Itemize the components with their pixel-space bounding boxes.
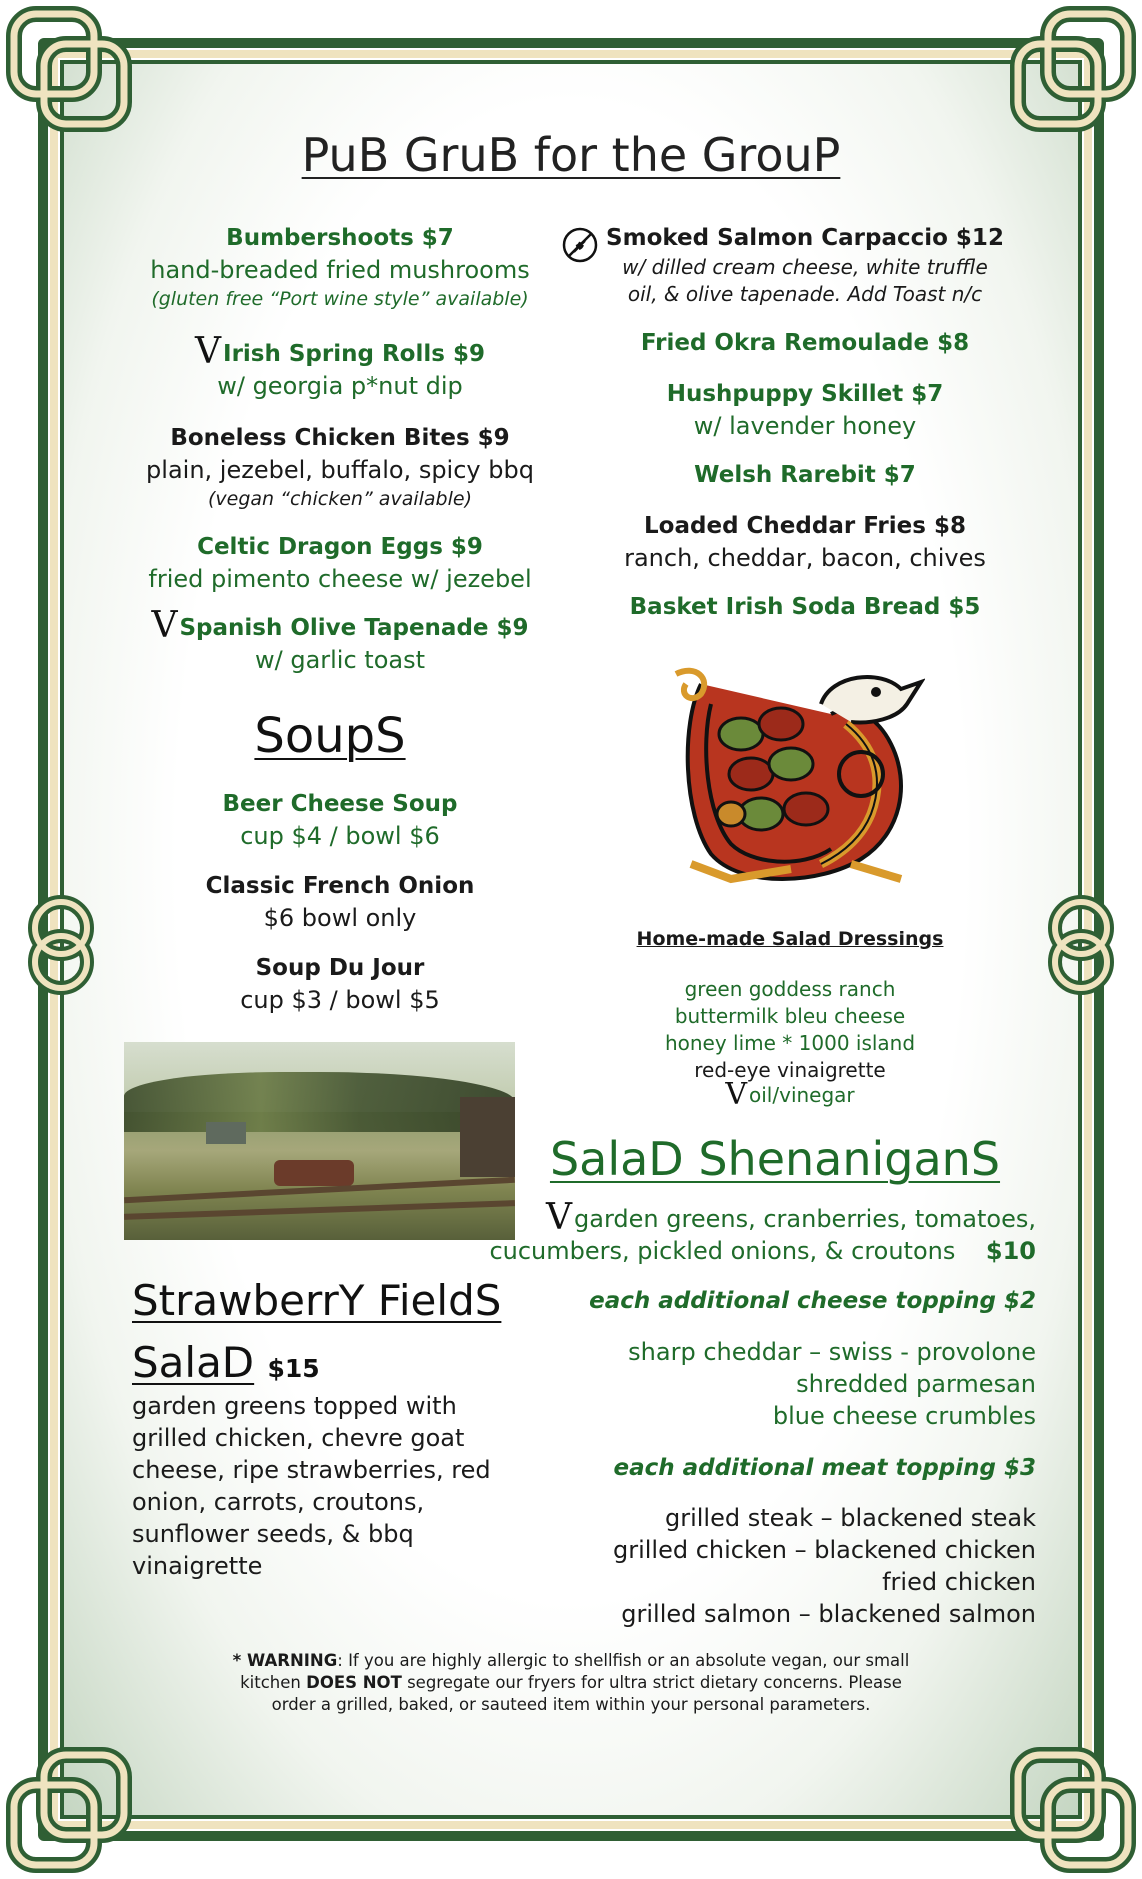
dressing-item-label: oil/vinegar <box>749 1083 855 1107</box>
item-name: Spanish Olive Tapenade $9 <box>179 615 529 641</box>
strawberry-title-line: StrawberrY FieldS <box>132 1276 502 1325</box>
cheese-topping-heading: each additional cheese topping $2 <box>589 1288 1036 1314</box>
item-name: Welsh Rarebit $7 <box>694 462 916 488</box>
menu-item-welsh-rarebit <box>600 459 1010 491</box>
dressings-heading: Home-made Salad Dressings <box>636 928 944 950</box>
topping-item: grilled chicken – blackened chicken <box>612 1536 1036 1564</box>
dressing-item: red-eye vinaigrette <box>694 1058 886 1082</box>
strawberry-salad-description: garden greens topped with grilled chicken, chevre goat cheese, ripe strawberries, red onion, carrots, croutons, sunflower seeds, & bbq vinaigrette <box>132 1392 491 1580</box>
menu-item-irish-soda-bread <box>600 591 1010 623</box>
topping-item: blue cheese crumbles <box>772 1402 1036 1430</box>
menu-item-bumbershoots <box>120 222 560 312</box>
menu-item-boneless-chicken-bites <box>120 422 560 512</box>
item-name: Loaded Cheddar Fries $8 <box>644 513 966 539</box>
topping-item: sharp cheddar – swiss - provolone <box>628 1338 1036 1366</box>
meat-topping-heading: each additional meat topping $3 <box>613 1455 1036 1481</box>
item-name: Beer Cheese Soup <box>222 791 458 817</box>
item-description: hand-breaded fried mushrooms <box>150 256 530 284</box>
item-name: Basket Irish Soda Bread $5 <box>629 594 981 620</box>
menu-item-irish-spring-rolls <box>120 331 560 402</box>
item-description: w/ lavender honey <box>693 412 917 440</box>
item-description: cup $3 / bowl $5 <box>240 986 440 1014</box>
warning-emphasis: DOES NOT <box>306 1673 402 1692</box>
warning-label: * WARNING <box>232 1651 338 1670</box>
warning-text: segregate our fryers for ultra strict dietary concerns. Please <box>401 1673 902 1692</box>
item-note: oil, & olive tapenade. Add Toast n/c <box>627 282 983 306</box>
vegan-icon: V <box>725 1077 748 1112</box>
dressing-item: honey lime * 1000 island <box>664 1031 916 1055</box>
salad-description <box>478 1197 1036 1267</box>
item-description: ranch, cheddar, bacon, chives <box>624 544 986 572</box>
item-name: Classic French Onion <box>205 873 475 899</box>
page-title: PuB GruB for the GrouP <box>301 128 841 182</box>
vegan-icon: V <box>546 1197 573 1238</box>
cheese-topping-list <box>520 1336 1036 1432</box>
soup-item-du-jour <box>150 952 530 1016</box>
topping-item: shredded parmesan <box>796 1370 1036 1398</box>
gluten-free-icon <box>561 226 599 264</box>
menu-item-fried-okra <box>600 327 1010 359</box>
item-description: w/ georgia p*nut dip <box>217 372 463 400</box>
dressing-item <box>600 1077 980 1112</box>
menu-item-loaded-cheddar-fries <box>600 510 1010 574</box>
item-name: Boneless Chicken Bites $9 <box>170 425 510 451</box>
item-note: (vegan “chicken” available) <box>208 488 472 510</box>
item-name: Fried Okra Remoulade $8 <box>640 330 970 356</box>
vegan-icon: V <box>195 331 222 372</box>
farm-photo <box>124 1042 515 1240</box>
vegan-icon: V <box>151 605 178 646</box>
strawberry-price: $15 <box>267 1354 320 1383</box>
salad-desc-line: garden greens, cranberries, tomatoes, <box>574 1205 1036 1233</box>
item-name: Bumbershoots $7 <box>226 225 454 251</box>
strawberry-salad-heading <box>132 1270 501 1400</box>
soups-heading: SoupS <box>254 708 406 764</box>
topping-item: grilled salmon – blackened salmon <box>621 1600 1036 1628</box>
menu-item-smoked-salmon-carpaccio <box>600 222 1010 308</box>
warning-text: : If you are highly allergic to shellfish or an absolute vegan, our small <box>337 1651 910 1670</box>
salad-heading: SalaD ShenaniganS <box>549 1132 1001 1186</box>
meat-topping-list <box>520 1502 1036 1630</box>
item-name: Celtic Dragon Eggs $9 <box>197 534 483 560</box>
item-description: plain, jezebel, buffalo, spicy bbq <box>146 456 534 484</box>
item-name: Soup Du Jour <box>255 955 425 981</box>
salad-price: $10 <box>985 1237 1036 1265</box>
allergy-warning <box>190 1650 952 1716</box>
item-name: Irish Spring Rolls $9 <box>223 341 485 367</box>
soup-item-beer-cheese <box>150 788 530 852</box>
topping-item: fried chicken <box>882 1568 1036 1596</box>
item-description: fried pimento cheese w/ jezebel <box>148 565 532 593</box>
item-note: (gluten free “Port wine style” available) <box>151 288 529 310</box>
soup-item-french-onion <box>150 870 530 934</box>
menu-item-celtic-dragon-eggs <box>120 531 560 595</box>
item-description: w/ garlic toast <box>254 646 426 674</box>
item-name: Hushpuppy Skillet $7 <box>666 381 944 407</box>
item-description: $6 bowl only <box>263 904 417 932</box>
menu-item-spanish-olive-tapenade <box>120 605 560 676</box>
menu-item-hushpuppy-skillet <box>600 378 1010 442</box>
warning-text: kitchen <box>240 1673 307 1692</box>
dressing-item: buttermilk bleu cheese <box>674 1004 906 1028</box>
dressing-item: green goddess ranch <box>684 977 896 1001</box>
item-description: cup $4 / bowl $6 <box>240 822 440 850</box>
salad-desc-line: cucumbers, pickled onions, & croutons <box>489 1237 956 1265</box>
strawberry-title-line: SalaD <box>132 1338 255 1387</box>
item-note: w/ dilled cream cheese, white truffle <box>622 255 988 279</box>
item-name: Smoked Salmon Carpaccio $12 <box>606 225 1004 251</box>
warning-text: order a grilled, baked, or sauteed item within your personal parameters. <box>271 1695 871 1714</box>
topping-item: grilled steak – blackened steak <box>664 1504 1036 1532</box>
celtic-bird-illustration <box>671 664 925 890</box>
